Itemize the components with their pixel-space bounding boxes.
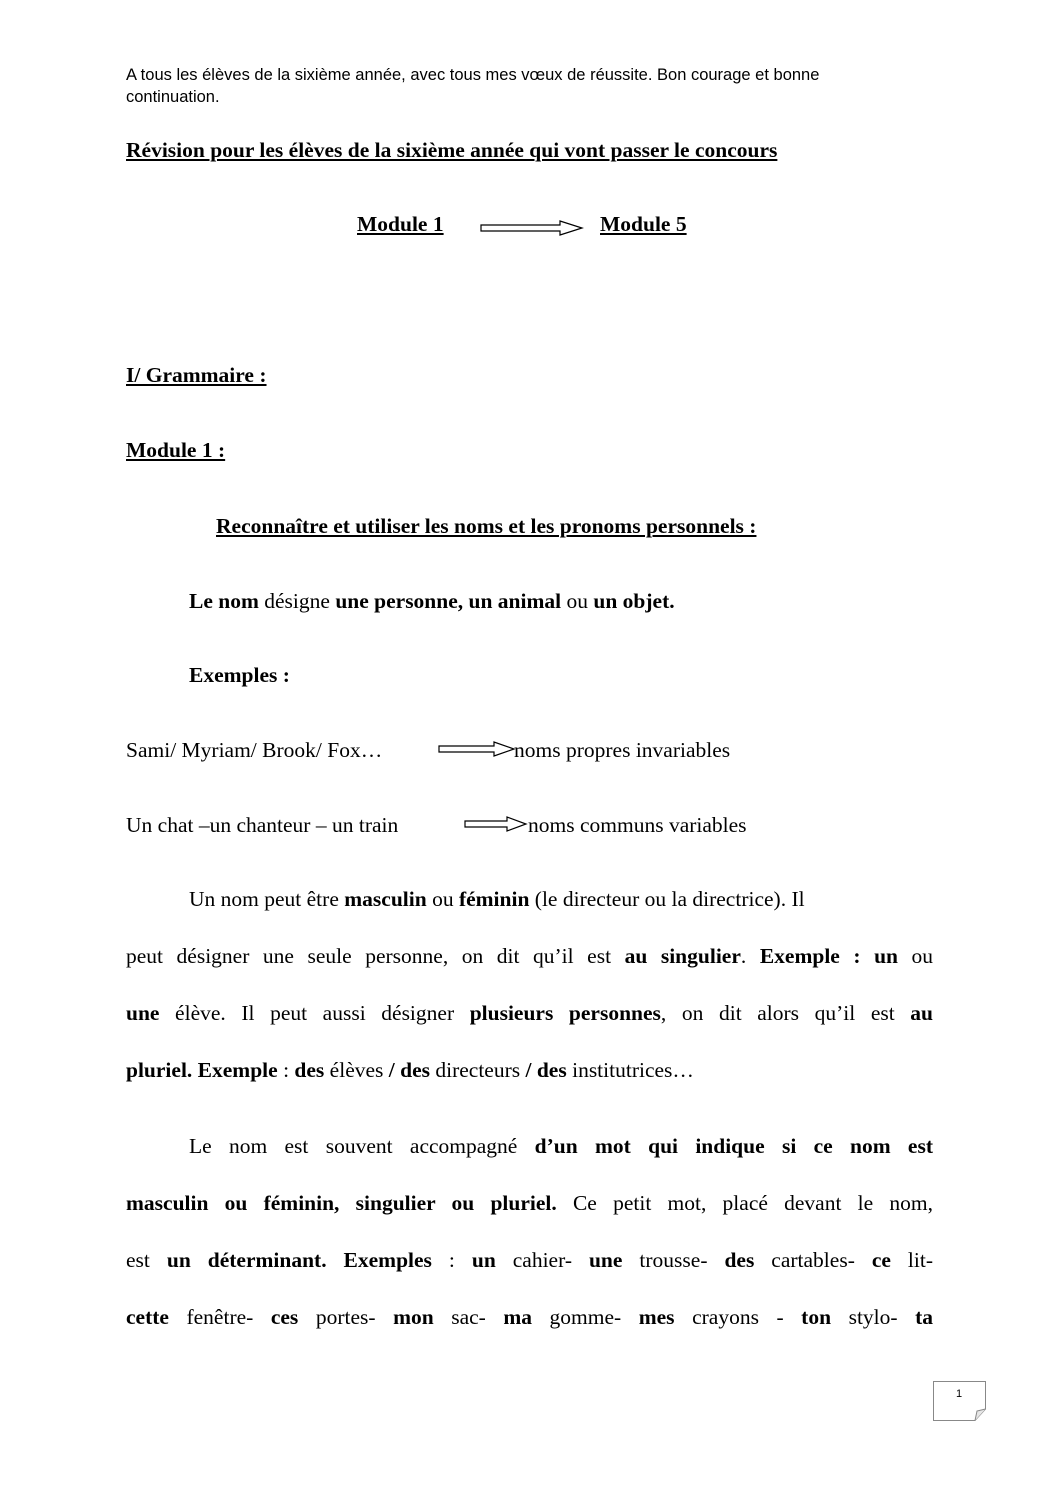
right-arrow-icon [480, 220, 584, 236]
paragraph-line: peut désigner une seule personne, on dit qu’il est au singulier. Exemple : un ou [126, 944, 934, 968]
paragraph-line: cette fenêtre- ces portes- mon sac- ma gomme- mes crayons - ton stylo- ta [126, 1305, 933, 1329]
header-note: A tous les élèves de la sixième année, avec tous mes vœux de réussite. Bon courage et bonne continuation. [126, 66, 820, 106]
document-title: Révision pour les élèves de la sixième année qui vont passer le concours [126, 138, 778, 162]
paragraph-line: Un nom peut être masculin ou féminin (le directeur ou la directrice). Il [189, 887, 805, 911]
folded-page-icon [933, 1381, 987, 1421]
examples-label: Exemples : [189, 663, 290, 687]
section-heading: I/ Grammaire : [126, 363, 267, 387]
paragraph-line: masculin ou féminin, singulier ou pluriel. Ce petit mot, placé devant le nom, [126, 1191, 933, 1215]
right-arrow-icon [464, 816, 528, 832]
right-arrow-icon [438, 741, 516, 757]
lesson-title: Reconnaître et utiliser les noms et les pronoms personnels : [216, 514, 757, 538]
example-right: noms communs variables [528, 813, 747, 837]
definition-text: ou [561, 589, 594, 613]
module-heading: Module 1 : [126, 438, 226, 462]
paragraph-line: est un déterminant. Exemples : un cahier- une trousse- des cartables- ce lit- [126, 1248, 933, 1272]
definition-text: désigne [258, 589, 336, 613]
example-left: Sami/ Myriam/ Brook/ Fox… [126, 738, 383, 762]
module-from: Module 1 [357, 212, 444, 236]
paragraph-line: pluriel. Exemple : des élèves / des directeurs / des institutrices… [126, 1058, 694, 1082]
page-number: 1 [955, 1388, 963, 1400]
page-number-box [933, 1381, 985, 1419]
paragraph-line: Le nom est souvent accompagné d’un mot qui indique si ce nom est [189, 1134, 933, 1158]
definition-term: une personne, un animal [335, 589, 562, 613]
module-to: Module 5 [600, 212, 687, 236]
definition-line [189, 589, 675, 614]
definition-term: un objet. [593, 589, 675, 613]
example-right: noms propres invariables [514, 738, 731, 762]
paragraph-line: une élève. Il peut aussi désigner plusieurs personnes, on dit alors qu’il est au [126, 1001, 934, 1025]
example-left: Un chat –un chanteur – un train [126, 813, 399, 837]
definition-term: Le nom [189, 589, 259, 613]
